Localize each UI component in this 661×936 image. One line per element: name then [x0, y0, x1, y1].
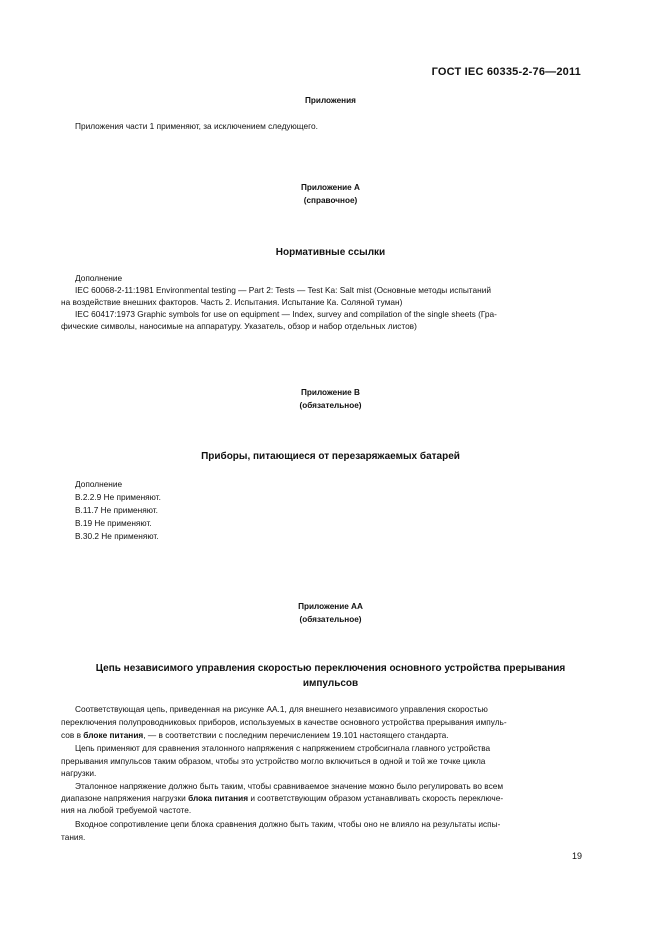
para3-line-1: Эталонное напряжение должно быть таким, чтобы сравниваемое значение можно было регулировать во всем — [75, 781, 504, 791]
para3-text-b: и соответствующим образом устанавливать скорость переключе- — [248, 793, 504, 803]
annex-aa-status: (обязательное) — [299, 615, 362, 624]
para3-text-a: диапазоне напряжения нагрузки — [61, 793, 189, 803]
para4-line-2: тания. — [61, 832, 86, 842]
annex-b-label: Приложение В — [301, 388, 360, 397]
annex-a-line-3: на воздействие внешних факторов. Часть 2. Испытания. Испытание Ка. Соляной туман) — [61, 297, 403, 307]
para1-line-1: Соответствующая цепь, приведенная на рисунке АА.1, для внешнего независимого управления скоростью — [75, 704, 488, 714]
para3-line-2 — [61, 792, 503, 804]
annex-a-status: (справочное) — [303, 196, 358, 205]
annex-b-line-4: В.19 Не применяют. — [75, 518, 152, 528]
annex-a-line-1: Дополнение — [75, 273, 123, 283]
para2-line-1: Цепь применяют для сравнения эталонного напряжения с напряжением стробсигнала главного устройства — [75, 743, 491, 753]
para1-bold-term: блоке питания — [83, 730, 144, 740]
annex-a-line-4: IEC 60417:1973 Graphic symbols for use on equipment — Index, survey and compilation of the single sheets (Гра- — [75, 309, 497, 319]
page-number: 19 — [572, 851, 583, 861]
annex-aa-label: Приложение АА — [298, 602, 363, 611]
annex-aa-heading-line-2: импульсов — [302, 678, 359, 689]
para2-line-3: нагрузки. — [61, 768, 97, 778]
annex-aa-heading-line-1: Цепь независимого управления скоростью переключения основного устройства прерывания — [95, 663, 566, 674]
para1-line-3 — [61, 729, 449, 741]
annex-b-line-2: В.2.2.9 Не применяют. — [75, 492, 161, 502]
para1-text-b: , — в соответствии с последним перечислением 19.101 настоящего стандарта. — [143, 730, 449, 740]
para1-line-2: переключения полупроводниковых приборов, используемых в качестве основного устройства прерывания импуль- — [61, 717, 507, 727]
annex-a-line-2: IEC 60068-2-11:1981 Environmental testing — Part 2: Tests — Test Ka: Salt mist (Основные методы испытаний — [75, 285, 491, 295]
annex-a-heading: Нормативные ссылки — [275, 247, 386, 258]
appendices-intro: Приложения части 1 применяют, за исключением следующего. — [75, 121, 318, 131]
document-header: ГОСТ IEC 60335-2-76—2011 — [431, 66, 581, 78]
para3-bold-term: блока питания — [188, 793, 249, 803]
annex-a-label: Приложение А — [301, 183, 360, 192]
para3-line-3: ния на любой требуемой частоте. — [61, 805, 192, 815]
para4-line-1: Входное сопротивление цепи блока сравнения должно быть таким, чтобы оно не влияло на результаты испы- — [75, 819, 501, 829]
annex-a-line-5: фические символы, наносимые на аппаратуру. Указатель, обзор и набор отдельных листов) — [61, 321, 417, 331]
annex-b-heading: Приборы, питающиеся от перезаряжаемых батарей — [201, 451, 460, 462]
appendices-title: Приложения — [305, 96, 356, 105]
para2-line-2: прерывания импульсов таким образом, чтобы это устройство могло включиться в одной и той же точке цикла — [61, 756, 486, 766]
annex-b-line-1: Дополнение — [75, 479, 123, 489]
annex-b-status: (обязательное) — [299, 401, 362, 410]
annex-b-line-5: В.30.2 Не применяют. — [75, 531, 159, 541]
annex-b-line-3: В.11.7 Не применяют. — [75, 505, 158, 515]
para1-text-a: сов в — [61, 730, 84, 740]
